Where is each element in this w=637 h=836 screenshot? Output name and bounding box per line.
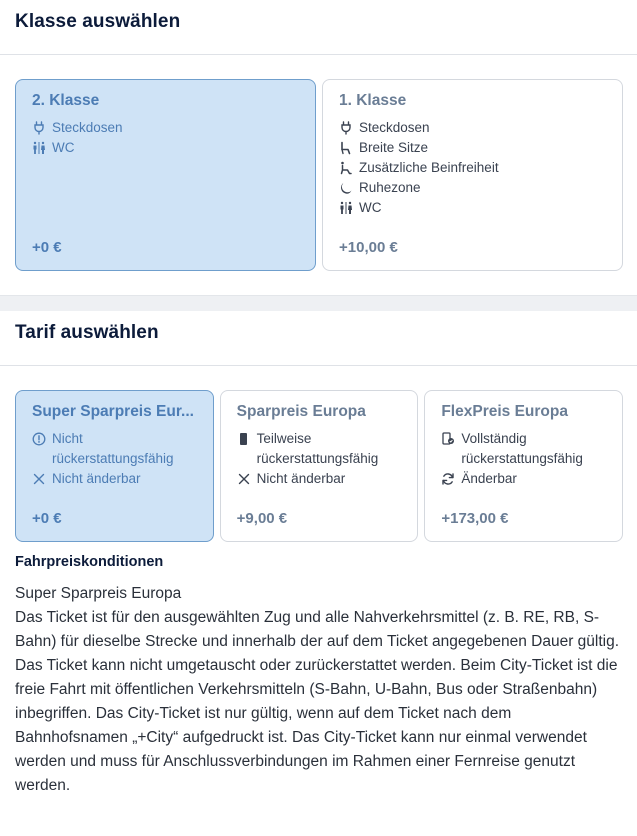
card-price: +0 € — [32, 239, 62, 256]
legroom-icon — [339, 158, 359, 178]
feature-item — [32, 469, 197, 489]
feature-label: Nicht änderbar — [256, 471, 346, 486]
feature-list — [339, 118, 606, 218]
feature-label: WC — [52, 140, 75, 155]
seat-icon — [339, 138, 359, 158]
refresh-icon — [441, 469, 461, 489]
class-section — [0, 0, 637, 311]
feature-item — [339, 178, 606, 198]
wc-icon — [32, 138, 52, 158]
tarif-card-super-sparpreis[interactable] — [15, 390, 214, 542]
feature-list — [32, 118, 299, 158]
close-icon — [237, 469, 257, 489]
card-title: Super Sparpreis Eur... — [32, 403, 194, 420]
feature-item — [339, 198, 606, 218]
feature-label: Nicht rückerstattungsfähig — [52, 431, 174, 466]
section-divider — [0, 295, 637, 311]
receipt-icon — [237, 429, 257, 449]
feature-item — [32, 138, 299, 158]
fare-conditions — [0, 542, 637, 798]
feature-label: Breite Sitze — [359, 140, 429, 155]
feature-item — [339, 138, 606, 158]
feature-item — [339, 158, 606, 178]
class-section-title: Klasse auswählen — [15, 11, 181, 32]
tarif-section-title: Tarif auswählen — [15, 322, 159, 343]
fare-conditions-tariff-name: Super Sparpreis Europa — [15, 585, 182, 602]
tarif-card-list — [0, 366, 637, 542]
feature-item — [339, 118, 606, 138]
feature-label: Teilweise rückerstattungsfähig — [256, 431, 379, 466]
feature-label: Änderbar — [461, 471, 517, 486]
feature-item — [237, 469, 402, 489]
moon-icon — [339, 178, 359, 198]
fare-conditions-paragraph: Das Ticket ist für den ausgewählten Zug und alle Nahverkehrsmittel (z. B. RE, RB, S-Bahn) für dieselbe Strecke und innerhalb der auf dem Ticket angegebenen Dauer gültig. — [15, 609, 620, 650]
class-card-second[interactable] — [15, 79, 316, 271]
plug-icon — [339, 118, 359, 138]
tarif-card-sparpreis[interactable] — [220, 390, 419, 542]
feature-label: Steckdosen — [359, 120, 430, 135]
feature-list — [32, 429, 197, 489]
class-card-first[interactable] — [322, 79, 623, 271]
tarif-section — [0, 311, 637, 542]
feature-item — [237, 429, 402, 469]
feature-label: WC — [359, 200, 382, 215]
fare-conditions-paragraph: Das Ticket kann nicht umgetauscht oder zurückerstattet werden. Beim City-Ticket ist die freie Fahrt mit öffentlichen Verkehrsmitteln (S-Bahn, U-Bahn, Bus oder Straßenbahn) inbegriffen. Das City-Ticket ist nur gültig, wenn auf dem Ticket nach dem Bahnhofsnamen „+City“ aufgedruckt ist. Das City-Ticket kann nur einmal verwendet werden und muss für Anschlussverbindungen im Rahmen einer Fernreise genutzt werden. — [15, 657, 618, 794]
wc-icon — [339, 198, 359, 218]
card-title: Sparpreis Europa — [236, 403, 366, 420]
card-title: 1. Klasse — [339, 92, 407, 109]
close-icon — [32, 469, 52, 489]
class-card-list — [0, 55, 637, 271]
feature-item — [32, 429, 197, 469]
card-price: +0 € — [32, 510, 62, 527]
feature-label: Ruhezone — [359, 180, 421, 195]
feature-list — [441, 429, 606, 489]
feature-label: Steckdosen — [52, 120, 123, 135]
feature-item — [441, 469, 606, 489]
class-section-header — [0, 0, 637, 55]
feature-item — [32, 118, 299, 138]
plug-icon — [32, 118, 52, 138]
card-price: +173,00 € — [441, 510, 509, 527]
feature-label: Vollständig rückerstattungsfähig — [461, 431, 583, 466]
feature-label: Zusätzliche Beinfreiheit — [359, 160, 499, 175]
feature-list — [237, 429, 402, 489]
refund-icon — [441, 429, 461, 449]
fare-conditions-heading: Fahrpreiskonditionen — [15, 554, 164, 570]
tarif-card-flexpreis[interactable] — [424, 390, 623, 542]
card-price: +10,00 € — [339, 239, 398, 256]
info-icon — [32, 429, 52, 449]
card-title: FlexPreis Europa — [441, 403, 568, 420]
tarif-section-header — [0, 311, 637, 366]
feature-label: Nicht änderbar — [52, 471, 141, 486]
card-title: 2. Klasse — [32, 92, 100, 109]
card-price: +9,00 € — [236, 510, 288, 527]
feature-item — [441, 429, 606, 469]
